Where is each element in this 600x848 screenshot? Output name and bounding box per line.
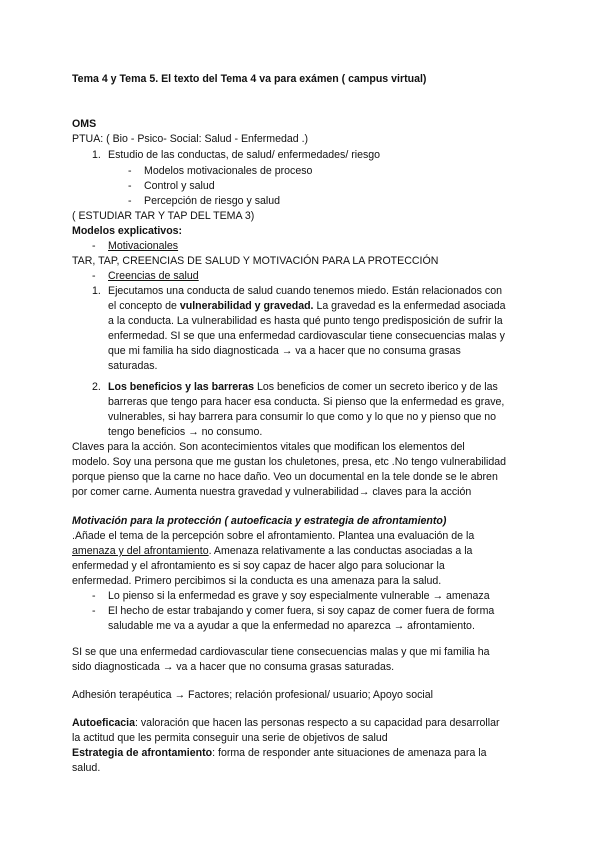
- paragraph-line: que mi familia ha sido diagnosticada → va a hacer que no consuma grasas: [108, 345, 461, 357]
- paragraph-line: por comer carne. Aumenta nuestra gravedad y vulnerabilidad→ claves para la acción: [72, 486, 472, 498]
- paragraph-line: saturadas.: [108, 360, 158, 372]
- paragraph-line: .Añade el tema de la percepción sobre el afrontamiento. Plantea una evaluación de la: [72, 530, 475, 542]
- dash-bullet: -: [128, 165, 132, 177]
- paragraph-line: amenaza y del afrontamiento. Amenaza relativamente a las conductas asociadas a la: [72, 545, 473, 557]
- list-item-text: Estudio de las conductas, de salud/ enfermedades/ riesgo: [108, 149, 381, 161]
- list-number: 1.: [92, 285, 101, 297]
- modelos-heading: Modelos explicativos:: [72, 225, 183, 237]
- sub-item: Modelos motivacionales de proceso: [144, 165, 313, 177]
- bullet-text: Lo pienso si la enfermedad es grave y soy especialmente vulnerable → amenaza: [108, 590, 490, 602]
- dash-bullet: -: [92, 605, 96, 617]
- paragraph-line: sido diagnosticada → va a hacer que no consuma grasas saturadas.: [72, 661, 395, 673]
- paragraph-line: tengo beneficios → no consumo.: [108, 426, 263, 438]
- oms-heading: OMS: [72, 118, 97, 130]
- dash-bullet: -: [92, 240, 96, 252]
- dash-bullet: -: [92, 590, 96, 602]
- paragraph-line: enfermedad y el afrontamiento es si soy capaz de hacer algo para solucionar la: [72, 560, 445, 572]
- sub-item: Percepción de riesgo y salud: [144, 195, 281, 207]
- dash-bullet: -: [128, 180, 132, 192]
- paragraph-line: enfermedad. SI se que una enfermedad cardiovascular tiene consecuencias malas y: [108, 330, 505, 342]
- list-number: 1.: [92, 149, 101, 161]
- adhesion-line: Adhesión terapéutica → Factores; relación profesional/ usuario; Apoyo social: [72, 689, 433, 701]
- paragraph-line: la actitud que les permita conseguir una serie de objetivos de salud: [72, 732, 388, 744]
- bullet-text: saludable me va a ayudar a que la enfermedad no aparezca → afrontamiento.: [108, 620, 475, 632]
- paragraph-line: Claves para la acción. Son acontecimientos vitales que modifican los elementos del: [72, 441, 465, 453]
- motivacion-heading: Motivación para la protección ( autoeficacia y estrategia de afrontamiento): [72, 515, 447, 527]
- bullet-text: El hecho de estar trabajando y comer fuera, si soy capaz de comer fuera de forma: [108, 605, 495, 617]
- paragraph-line: Ejecutamos una conducta de salud cuando tenemos miedo. Están relacionados con: [108, 285, 502, 297]
- paragraph-line: salud.: [72, 762, 101, 774]
- paragraph-line: a la conducta. La vulnerabilidad es hasta qué punto tengo predisposición de sufrir la: [108, 315, 503, 327]
- ptua-line: PTUA: ( Bio - Psico- Social: Salud - Enfermedad .): [72, 133, 309, 145]
- paragraph-line: barreras que tengo para hacer esa conducta. Si pienso que la enfermedad es grave,: [108, 396, 505, 408]
- creencias-label: Creencias de salud: [108, 270, 199, 282]
- motivacionales-label: Motivacionales: [108, 240, 179, 252]
- list-number: 2.: [92, 381, 101, 393]
- paragraph-line: enfermedad. Primero percibimos si la conducta es una amenaza para la salud.: [72, 575, 442, 587]
- estrategia-definition: Estrategia de afrontamiento: forma de responder ante situaciones de amenaza para la: [72, 747, 487, 759]
- study-note: ( ESTUDIAR TAR Y TAP DEL TEMA 3): [72, 210, 255, 222]
- tar-tap-line: TAR, TAP, CREENCIAS DE SALUD Y MOTIVACIÓN PARA LA PROTECCIÓN: [72, 255, 439, 267]
- document-title: Tema 4 y Tema 5. El texto del Tema 4 va para exámen ( campus virtual): [72, 73, 427, 85]
- autoeficacia-definition: Autoeficacia: valoración que hacen las personas respecto a su capacidad para desarrollar: [72, 717, 500, 729]
- dash-bullet: -: [128, 195, 132, 207]
- paragraph-line: SI se que una enfermedad cardiovascular tiene consecuencias malas y que mi familia ha: [72, 646, 490, 658]
- paragraph-line: el concepto de vulnerabilidad y gravedad. La gravedad es la enfermedad asociada: [108, 300, 506, 312]
- paragraph-line: Los beneficios y las barreras Los beneficios de comer un secreto iberico y de las: [108, 381, 498, 393]
- paragraph-line: vulnerables, si hay barrera para consumir lo que como y lo que no y pienso que no: [108, 411, 497, 423]
- paragraph-line: porque pienso que la carne no hace daño. Veo un documental en la tele donde se le abren: [72, 471, 498, 483]
- paragraph-line: modelo. Soy una persona que me gustan los chuletones, presa, etc .No tengo vulnerabilidad: [72, 456, 507, 468]
- dash-bullet: -: [92, 270, 96, 282]
- sub-item: Control y salud: [144, 180, 215, 192]
